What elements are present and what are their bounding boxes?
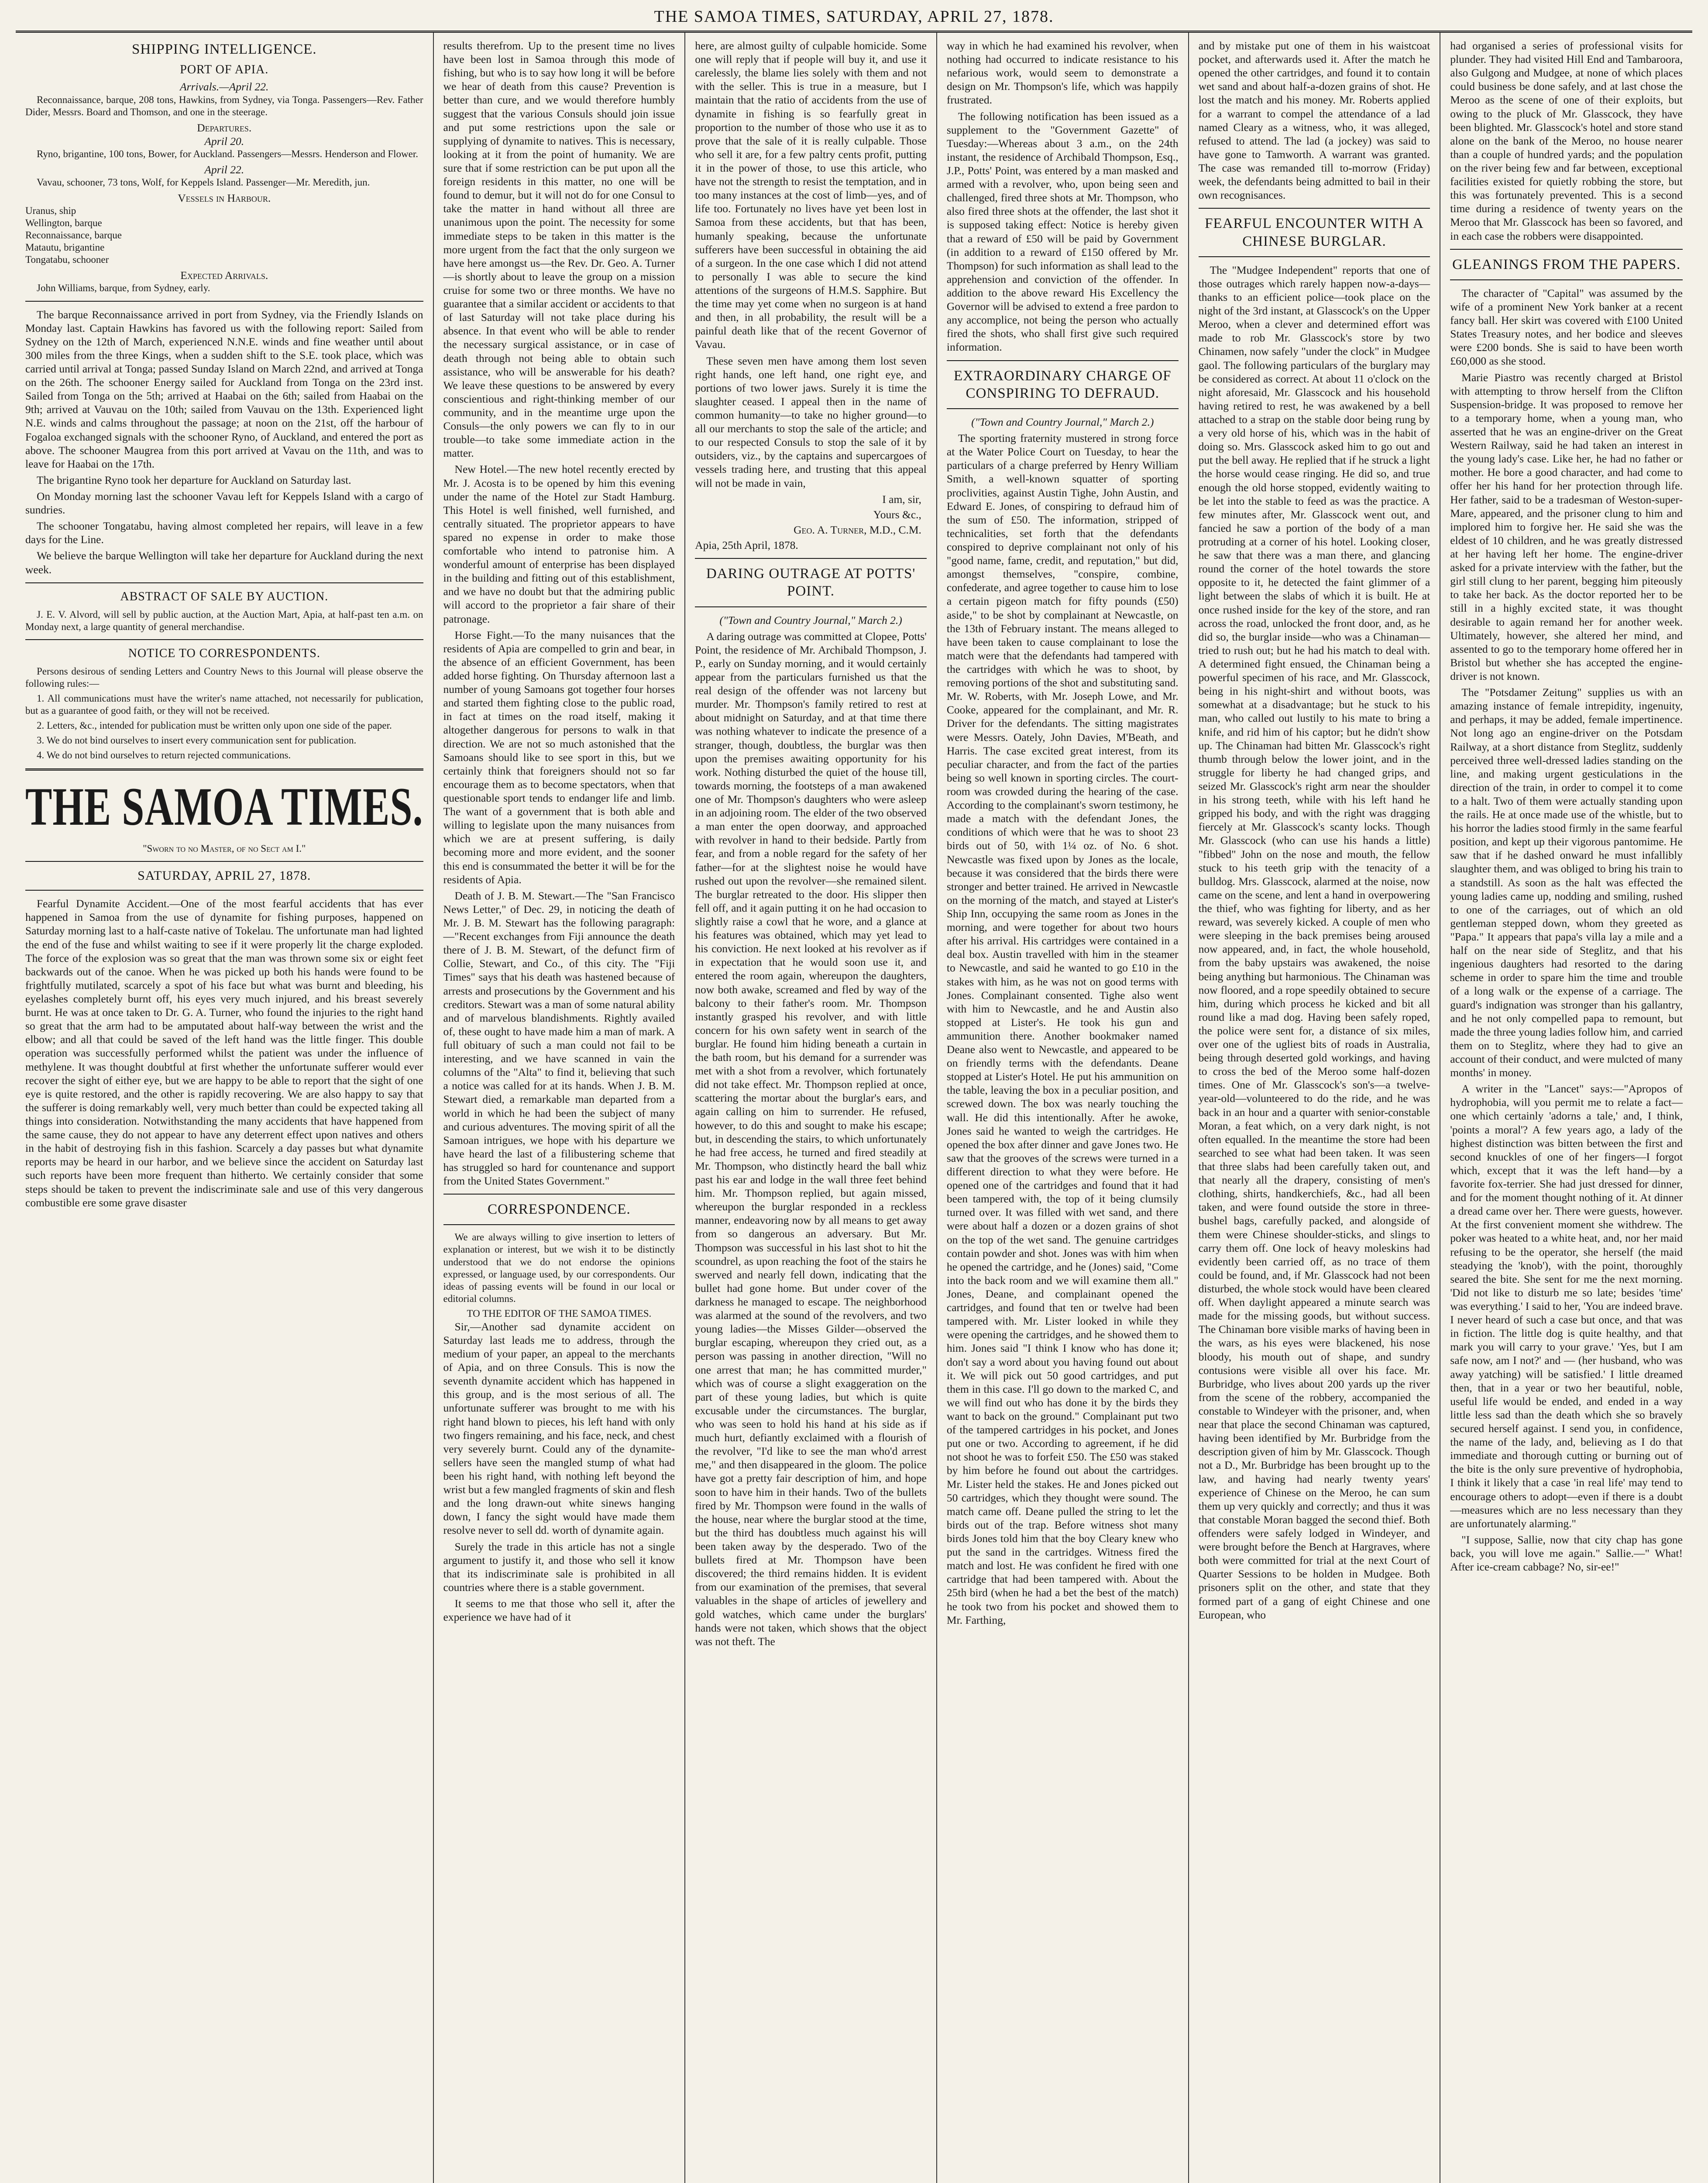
gleaning-item: A writer in the "Lancet" says:—"Apropos of hydrophobia, will you permit me to relate a fact—one which certainly 'adorns a tale,' and, I think, 'points a moral'? A few years ago, a lady of the highest distinction was bitten between the first and second knuckles of one of her fingers—I forgot which, except that it was the left hand—by a favorite fox-terrier. She had just dressed for dinner, and for the moment thought nothing of it. At dinner a dread came over her. There were guests, however. At the first convenient moment she withdrew. The poker was heated to a white heat, and, nor her maid refusing to be the operator, she herself (the maid steadying the 'knob'), with the point, thoroughly seared the bite. She sent for me the next morning. 'Did not like to disturb me so late; besides 'time' was everything.' I said to her, 'You are indeed brave. I never heard of such a case but once, and that was in fiction. The little dog is quite healthy, and that mark you will carry to your grave.' 'Yes, but I am safe now, am I not?' and — (her husband, who was away yatching) will be satisfied.' I little dreamed then, that in a year or two her beautiful, noble, useful life would be ended, and ended in a way little less sad than the death which she so bravely secured herself against. I send you, in confidence, the name of the lady, and, believing as I do that immediate and thorough cutting or burning out of the bite is the only sure preventive of hydrophobia, I think it likely that a case 'in real life' may tend to encourage others to adopt—even if there is a doubt—measures which are no less necessary than they are unfortunately alarming." [1450, 1082, 1683, 1530]
daring-credit: ("Town and Country Journal," March 2.) [719, 613, 902, 627]
chinese-burglar-heading: FEARFUL ENCOUNTER WITH A CHINESE BURGLAR. [1205, 216, 1424, 249]
divider [1450, 279, 1683, 280]
divider [25, 890, 423, 891]
divider [25, 582, 423, 583]
divider [1450, 249, 1683, 250]
signature-date: Apia, 25th April, 1878. [695, 538, 798, 551]
extraordinary-article: The sporting fraternity mustered in strong force at the Water Police Court on Tuesday, to hear the particulars of a charge preferred by Henry William Smith, a well-known squatter of sporting proclivities, against Austin Tighe, John Austin, and Edward E. Jones, of conspiring to defraud him of the sum of £50. The information, stripped of technicalities, set forth that the defendants conspired to deprive complainant not only of his "good name, fame, credit, and reputation," but did, amongst themselves, "conspire, combine, confederate, and agree together to cause him to lose a certain pigeon match for fifty pounds (£50) aside," to be shot by complainant at Newcastle, on the 13th of February instant. The means alleged to have been taken to cause complainant to lose the match were that the defendants had tampered with the cartridges with which he was to shoot, by removing portions of the shot and substituting sand. Mr. W. Roberts, with Mr. Joseph Lowe, and Mr. Cooke, appeared for the complainant, and Mr. R. Driver for the defendants. The sitting magistrates were Messrs. Oately, John Davies, M'Beath, and Harris. The case excited great interest, from its peculiar character, and from the fact of the parties being so well known in sporting circles. The court-room was crowded during the hearing of the case. According to the complainant's sworn testimony, he made a match with the defendant Jones, the conditions of which were that he was to shoot 23 birds out of 50, with 1¼ oz. of No. 6 shot. Newcastle was fixed upon by Jones as the locale, because it was considered that the birds there were stronger and better trained. He arrived in Newcastle on the morning of the match, and stayed at Lister's Ship Inn, occupying the same room as Jones in the morning, and were together for about two hours after his arrival. His cartridges were contained in a deal box. Austin travelled with him in the steamer to Newcastle, and said he wanted to go £10 in the stakes with him, as he was not on good terms with Jones. Complainant consented. Tighe also went with him to Newcastle, and he and Austin also stopped at Lister's. He took his gun and ammunition there. Another bookmaker named Deane also went to Newcastle, and appeared to be on friendly terms with the defendants. Deane stopped at Lister's Hotel. He put his ammunition on the table, leaving the box in a peculiar position, and screwed down. The box was nearly touching the wall. He did this intentionally. After he awoke, Jones said he wanted to weigh the cartridges. He opened the box after dinner and gave Jones two. He saw that the grooves of the screws were turned in a different direction to what they were before. He opened one of the cartridges and found that it had been tampered with, the top of it being clumsily turned over. It was filled with wet sand, and there were about half a dozen or a dozen grains of shot on the top of the wet sand. The genuine cartridges contain powder and shot. Jones was with him when he opened the cartridge, and he (Jones) said, "Come into the back room and we will examine them all." Jones, Deane, and complainant opened the cartridges, and found that ten or twelve had been tampered with. Mr. Lister looked in while they were opening the cartridges, and he showed them to him. Jones said "I think I know who has done it; don't say a word about you having found out about it. We will pick out 50 good cartridges, and put them in this case. I'll go down to the marked C, and we will find out who has done it by the birds they want to back on the ground." Complainant put two of the tampered cartridges in his pocket, and Jones put one or two. According to agreement, if he did not shoot he was to forfeit £50. The £50 was staked by him before he found out about the cartridges. Mr. Lister held the stakes. He and Jones picked out 50 cartridges, which they thought were sound. The match came off. Deane pulled the string to let the birds out of the trap. Before witness shot many birds Jones told him that the boy Cleary knew who put the sand in the cartridges. Witness fired the match and lost. He was confident he fired with one cartridge that had been tampered with. About the 25th bird (when he had a bet the best of the match) he took two from his pocket and showed them to Mr. Farthing, [946, 432, 1179, 1626]
shipping-paragraph: The schooner Tongatabu, having almost completed her repairs, will leave in a few days for the Line. [25, 520, 423, 546]
notice-intro: Persons desirous of sending Letters and Country News to this Journal will please observe the following rules:— [25, 666, 423, 689]
notice-rule: 2. Letters, &c., intended for publication must be written only upon one side of the paper. [37, 720, 392, 731]
dynamite-article-cont: results therefrom. Up to the present time no lives have been lost in Samoa through this mode of fishing, but who is to say how long it will be before we hear of death from this cause? Prevention is better than cure, and we would therefore humbly suggest that the various Consuls should join issue and put some restrictions upon the sale or supplying of dynamite to natives. This is necessary, looking at it from the point of humanity. We are sure that if some restriction can be put upon all the foreign residents in this matter, no one will be found to demur, but it will not do for one Consul to take the matter in hand without all three are unanimous upon the point. The necessity for some immediate steps to be taken in this matter is the more urgent from the fact that the only surgeon we have here amongst us—the Rev. Dr. Geo. A. Turner—is shortly about to leave the group on a mission cruise for some two or three months. We have no guarantee that a similar accident or accidents to that of last Saturday will not take place during his absence. In that event who will be able to render the necessary surgical assistance, or in case of death through not being able to obtain such assistance, who will be answerable for his death? We leave these questions to be answered by every conscientious and right-thinking member of our community, and in the meantime urge upon the Consuls—the only powers we can fly to in our trouble—to take some immediate action in the matter. [443, 39, 675, 460]
extraordinary-credit: ("Town and Country Journal," March 2.) [971, 416, 1154, 429]
daring-heading: DARING OUTRAGE AT POTTS' POINT. [706, 566, 916, 599]
harbour-vessel: Reconnaissance, barque [25, 230, 122, 241]
letter-paragraph: It seems to me that those who sell it, after the experience we have had of it [443, 1597, 675, 1624]
gleaning-item: The character of "Capital" was assumed by the wife of a prominent New York banker at a recent fancy ball. Her skirt was covered with £100 United States Treasury notes, and her bodice and sleeves were £200 bonds. She is said to have been worth £60,000 as she stood. [1450, 286, 1683, 368]
divider [1199, 208, 1430, 209]
signature-name: Geo. A. Turner, M.D., C.M. [794, 523, 921, 536]
divider [947, 408, 1179, 409]
dateline: SATURDAY, APRIL 27, 1878. [137, 868, 311, 883]
divider [25, 639, 423, 640]
departures-heading: Departures. [197, 121, 252, 134]
paper-title: THE SAMOA TIMES. [25, 776, 423, 837]
chinese-burglar-article: The "Mudgee Independent" reports that one of those outrages which rarely happen now-a-days—thanks to an efficient police—took place on the night of the 3rd instant, at Glasscock's on the Upper Meroo, when a clever and determined effort was made to rob Mr. Glasscock's store by two Chinamen, now safely "under the clock" in Mudgee gaol. The following particulars of the burglary may be considered as correct. At about 11 o'clock on the night aforesaid, Mr. Glasscock and his household having retired to rest, he was awakened by a bell attached to a strap on the stable door being rung by a very old horse of his, which was in the habit of doing so. Mrs. Glasscock asked him to go out and put the bell away. He replied that if he struck a light the horse would cease ringing. He did so, and true enough the old horse stopped, evidently waiting to be let into the stable to feed as was the practice. A few minutes after, Mr. Glasscock went out, and fancied he saw a portion of the body of a man protruding at a corner of his hotel. Looking closer, he saw that there was a man there, and glancing round the corner of the hotel towards the store opposite to it, he detected the faint glimmer of a light between the slabs of which it is built. He at once rushed inside for the key of the store, and ran across the road, unlocked the front door, and, as he did so, the burglar inside—who was a Chinaman—tried to rush out; but he had his match to deal with. A determined fight ensued, the Chinaman being a powerful specimen of his race, and Mr. Glasscock, being in his night-shirt and without boots, was somewhat at a disadvantage; but he stuck to his man, who called out lustily to his mate to bring a knife, and rid him of his captor; but he didn't show up. The Chinaman had bitten Mr. Glasscock's right thumb through below the lower joint, and in the struggle for liberty he had changed grips, and seized Mr. Glasscock's right arm near the shoulder in his strong teeth, while with his left hand he gripped his body, and with the right was dragging fiercely at Mr. Glasscock's scanty locks. Though Mr. Glasscock (who can use his hands a little) "fibbed" John on the nose and mouth, the fellow stuck to his teeth grip with the tenacity of a bulldog. Mrs. Glasscock, alarmed at the noise, now came on the scene, and lent a hand in overpowering the thief, who was fighting for liberty, and as her reward, was severely kicked. A couple of men who were sleeping in the back premises being aroused now appeared, and, in fact, the whole household, from the baby upstairs was awakened, the noise being anything but harmonious. The Chinaman was now floored, and a rope speedily obtained to secure him, during which process he kicked and bit all round like a mad dog. Having been safely roped, the police were sent for, a distance of six miles, over one of the ugliest bits of roads in Australia, being through deserted gold workings, and having to cross the bed of the Meroo some half-dozen times. One of Mr. Glasscock's son's—a twelve-year-old—volunteered to do the ride, and he was back in an hour and a quarter with senior-constable Moran, a feat which, on a very dark night, is not often equalled. In the meantime the store had been searched to see what had been taken. It was seen that three slabs had been carefully taken out, and that nearly all the drapery, consisting of men's clothing, shirts, handkerchiefs, &c., had all been taken, and were found outside the store in three-bushel bags, carefully packed, and alongside of them were Chinese shoulder-sticks, and slings to carry them off. One lock of heavy moleskins had evidently been carried off, as no trace of them could be found, and, if Mr. Glasscock had not been disturbed, the whole stock would have been cleared off. When daylight appeared a minute search was made for the missing goods, but without success. The Chinaman bore visible marks of having been in the wars, as his eyes were blackened, his nose bloody, his mouth out of shape, and sundry contusions were visible all over his face. Mr. Burbridge, who lives about 200 yards up the river from the scene of the robbery, accompanied the constable to Windeyer with the prisoner, and, when near that place the second Chinaman was captured, having been identified by Mr. Burbridge from the description given of him by Mr. Glasscock. Though not a D., Mr. Burbridge has been brought up to the law, and having had nearly twenty years' experience of Chinese on the Meroo, he can sum them up very quickly and correctly; and thus it was that constable Moran bagged the second thief. Both offenders were safely lodged in Windeyer, and were brought before the Bench at Hargraves, where both were committed for trial at the next Court of Quarter Sessions to be holden in Mudgee. Both prisoners split on the other, and state that they formed part of a gang of eight Chinese and one European, who [1198, 263, 1430, 1621]
shipping-paragraph: The brigantine Ryno took her departure for Auckland on Saturday last. [37, 473, 351, 486]
departure-date-2: April 22. [204, 163, 244, 176]
column-4 [937, 33, 1189, 2183]
column-1 [16, 33, 434, 2183]
signature-line: Yours &c., [873, 508, 921, 521]
notice-rule: 3. We do not bind ourselves to insert every communication sent for publication. [37, 735, 357, 746]
running-head: THE SAMOA TIMES, SATURDAY, APRIL 27, 1878. [16, 4, 1692, 33]
letter-paragraph: Sir,—Another sad dynamite accident on Saturday last leads me to address, through the medium of your paper, an appeal to the merchants of Apia, and on three Consuls. This is now the seventh dynamite accident which has happened in this group, and is the most serious of all. The unfortunate sufferer was brought to me with his right hand blown to pieces, his left hand with only two fingers remaining, and his face, neck, and chest very severely burnt. Could any of the dynamite-sellers have seen the mangled stump of what had been his right hand, with nothing left beyond the wrist but a few mangled fragments of skin and flesh and the long drawn-out white sinews hanging down, I fancy the sight would have made them resolve never to sell dd. worth of dynamite again. [443, 1320, 675, 1537]
gleaning-item: The "Potsdamer Zeitung" supplies us with an amazing instance of female intrepidity, ingenuity, and perhaps, it may be added, female impertinence. Not long ago an engine-driver on the Potsdam Railway, at a short distance from Steglitz, suddenly perceived three well-dressed ladies standing on the line, and making urgent gesticulations in the direction of the train, in order to compel it to come to a halt. Two of them were actually standing upon the rails. He at once made use of the whistle, but to his horror the ladies stood firmly in the same fearful position, and kept up their vigorous pantomime. He saw that if he dashed onward he must infallibly slaughter them, and was obliged to bring his train to a standstill. As soon as the halt was effected the young ladies came up, nodding and smiling, rushed to one of the carriages, out of which an old gentleman stepped down, whom they greeted as "Papa." It appears that papa's villa lay a mile and a half on the near side of Steglitz, and that his ingenious daughters had resorted to the daring scheme in order to spare him the time and trouble of a long walk or the expense of a carriage. The guard's indignation was stronger than his gallantry, and he not only compelled papa to remount, but made the three young ladies follow him, and carried them on to Steglitz, where they had to give an account of their conduct, and were mulcted of many months' in money. [1450, 686, 1683, 1079]
letter-cont: here, are almost guilty of culpable homicide. Some one will reply that if people will buy it, and use it carelessly, the blame lies solely with them and not with the seller. This is true in a measure, but I maintain that the ratio of accidents from the use of dynamite in fishing is so fearfully great in proportion to the number of those who use it as to prove that the sale of it is really culpable. Those who sell it are, for a few paltry cents profit, putting it in the power of those, to use this article, who have not the strength to resist the temptation, and in too many instances at the cost of limb—yes, and of life too. Fortunately no lives have yet been lost in Samoa from these accidents, but that has been, humanly speaking, because the unfortunate sufferers have been successful in obtaining the aid of a surgeon. In the one case which I did not attend to personally I was able to secure the kind attentions of the surgeons of H.M.S. Sapphire. But the time may yet come when no surgeon is at hand and then, in all probability, the result will be a painful death like that of the recent Governor of Vavau. [695, 39, 927, 351]
chinese-burglar-cont: had organised a series of professional visits for plunder. They had visited Hill End and Tambaroora, also Gulgong and Mudgee, at none of which places could business be done safely, and at last chose the Meroo as the scene of one of their exploits, but owing to the pluck of Mr. Glasscock, they have been blighted. Mr. Glasscock's hotel and store stand alone on the bank of the Meroo, no house nearer than a couple of hundred yards; and the population on the river being few and far between, exceptional facilities existed for quietly robbing the store, but this was fortunately prevented. This is a second time during a residence of twenty years on the Meroo that Mr. Glasscock has been so favored, and in each case the robbers were disappointed. [1450, 39, 1683, 242]
shipping-heading: SHIPPING INTELLIGENCE. [132, 41, 317, 57]
divider [25, 861, 423, 862]
notice-rule: 1. All communications must have the writer's name attached, not necessarily for publication, but as a guarantee of good faith, or they will not be received. [25, 693, 423, 716]
correspondence-note: We are always willing to give insertion to letters of explanation or interest, but we wish it to be distinctly understood that we do not endorse the opinions expressed, or language used, by our correspondents. Our ideas of passing events will be found in our local or editorial columns. [443, 1232, 675, 1304]
divider [443, 1224, 675, 1225]
gleanings-heading: GLEANINGS FROM THE PAPERS. [1452, 256, 1681, 272]
daring-article-cont: way in which he had examined his revolver, when nothing had occurred to indicate resistance to his nefarious work, would seem to demonstrate a design on Mr. Thompson's life, which was happily frustrated. [946, 39, 1179, 107]
shipping-paragraph: The barque Reconnaissance arrived in port from Sydney, via the Friendly Islands on Monday last. Captain Hawkins has favored us with the following report: Sailed from Sydney on the 12th of March, experienced N.N.E. winds and fine weather until about 300 miles from the three Kings, when a sudden shift to the S.E. took place, which was carried until arrival at Tonga; passed Sunday Island on March 22nd, and arrived at Tonga on the 26th. The schooner Energy sailed for Auckland from Tonga on the 23rd inst. Sailed from Tonga on the 5th; arrived at Haabai on the 6th; sailed from Haabai on the 9th; arrived at Vauvau on the 10th; sailed from Vauvau on the 13th. Experienced light N.E. winds and calms throughout the passage; at noon on the 21st, off the harbour of Fogaloa exchanged signals with the schooner Ryno, of Auckland, and entered the port as above. The schooner Maugrea from this port arrived at Vavau on the 11th, and was to leave for Haabai on the 17th. [25, 308, 423, 470]
to-editor: TO THE EDITOR OF THE SAMOA TIMES. [467, 1308, 652, 1319]
daring-article: A daring outrage was committed at Clopee, Potts' Point, the residence of Mr. Archibald Thompson, J. P., early on Sunday morning, and it would certainly appear from the particulars furnished us that the real design of the offender was not larceny but murder. Mr. Thompson's family retired to rest at about midnight on Saturday, and at that time there was nothing whatever to indicate the presence of a stranger, though, doubtless, the burglar was then upon the premises awaiting opportunity for his work. Nothing disturbed the quiet of the house till, towards morning, the footsteps of a man awakened one of Mr. Thompson's daughters who were asleep in an adjoining room. The elder of the two observed a man enter the open doorway, and approached with revolver in hand to their bedside. Partly from fear, and from a noble regard for the safety of her father—for at the slightest noise he would have rushed out upon the revolver—she remained silent. The burglar retreated to the door. His slipper then fell off, and it again putting it on he had occasion to slightly raise a cowl that he wore, and a glance at his features was obtained, which may yet lead to his conviction. He next looked at his revolver as if in expectation that he would soon use it, and entered the room again, whereupon the daughters, now both awake, screamed and fled by way of the balcony to their father's room. Mr. Thompson instantly grasped his revolver, and with little concern for his own safety went in search of the burglar. He found him hiding beneath a curtain in the bath room, but his demand for a surrender was met with a shot from a revolver, which fortunately did not take effect. Mr. Thompson replied at once, scattering the mortar about the burglar's ears, and again calling on him to surrender. He refused, however, to do this and sought to make his escape; but, in descending the stairs, to which unfortunately he had free access, he turned and fired steadily at Mr. Thompson, who distinctly heard the ball whiz past his ear and lodge in the wall three feet behind him. Mr. Thompson replied, but again missed, whereupon the burglar responded in a reckless manner, endeavoring now by all means to get away from so dangerous an adversary. But Mr. Thompson was successful in his last shot to hit the scoundrel, as upon reaching the foot of the stairs he swerved and nearly fell down, indicating that the bullet had gone home. But under cover of the darkness he managed to escape. The neighborhood was alarmed at the sound of the revolvers, and two young ladies—the Misses Gilder—observed the burglar escaping, whereupon they cried out, as a person was passing in another direction, "Will no one arrest that man; he has committed murder," which was of course a slight exaggeration on the part of these young ladies, but which is quite excusable under the circumstances. The burglar, who was seen to hold his hand at his side as if much hurt, defiantly exclaimed with a flourish of the revolver, "I'd like to see the man who'd arrest me," and then disappeared in the gloom. The police have got a pretty fair description of him, and hope soon to have him in their hands. Two of the bullets fired by Mr. Thompson were found in the walls of the house, near where the burglar stood at the time, but the third has doubtless much against his will been taken away by the desperado. Two of the bullets fired at Mr. Thompson have been discovered; the third remains hidden. It is evident from our examination of the premises, that several valuables in the shape of articles of jewellery and gold watches, which came under the burglars' hands were not taken, which shows that the object was not theft. The [695, 630, 927, 1648]
shipping-paragraph: We believe the barque Wellington will take her departure for Auckland during the next week. [25, 549, 423, 576]
harbour-vessel: Wellington, barque [25, 217, 102, 229]
expected-heading: Expected Arrivals. [180, 269, 268, 282]
arrivals-heading: Arrivals.—April 22. [180, 80, 269, 93]
dynamite-article: Fearful Dynamite Accident.—One of the most fearful accidents that has ever happened in Samoa from the use of dynamite for fishing purposes, happened on Saturday morning last to a half-caste native of Tokelau. The unfortunate man had lighted the end of the fuse and whilst waiting to see if it were properly lit the charge exploded. The force of the explosion was so great that the man was thrown some six or eight feet backwards out of the canoe. When he was picked up both his hands were found to be frightfully mutilated, scarcely a spot of his face but what was burnt and bleeding, his eyelashes completely burnt off, his eyes very much injured, and his breast severely burnt. He was at once taken to Dr. G. A. Turner, who found the injuries to the right hand so great that the arm had to be amputated about half-way between the wrist and the elbow; and all that could be saved of the left hand was the little finger. This double operation was successfully performed whilst the patient was under the influence of methylene. It was thought doubtful at first whether the unfortunate sufferer would ever recover the sight of either eye, but we are happy to be able to report that the sight of one eye is quite restored, and the other is rapidly recovering. We are also happy to say that the sufferer is doing remarkably well, very much better than could be expected taking all things into consideration. Notwithstanding the many accidents that have happened from the same cause, they do not appear to have any deterrent effect upon natives and others in the habit of destroying fish in this fashion. Scarcely a day passes but what dynamite reports may be heard in our harbor, and we believe since the accident on Saturday last such reports have been more frequent than hitherto. We certainly consider that some steps should be taken to prevent the indiscriminate sale and use of this very dangerous combustible ere some grave disaster [25, 897, 423, 1209]
departure-text-1: Ryno, brigantine, 100 tons, Bower, for Auckland. Passengers—Messrs. Henderson and Flower. [37, 148, 418, 159]
extraordinary-heading: EXTRAORDINARY CHARGE OF CONSPIRING TO DEFRAUD. [954, 368, 1172, 401]
harbour-vessel: Uranus, ship [25, 205, 76, 217]
column-grid [16, 33, 1692, 2183]
notice-heading: NOTICE TO CORRESPONDENTS. [128, 646, 320, 660]
expected-text: John Williams, barque, from Sydney, early. [37, 282, 210, 294]
notice-rule: 4. We do not bind ourselves to return rejected communications. [37, 750, 291, 761]
horse-fight-article: Horse Fight.—To the many nuisances that the residents of Apia are compelled to grin and bear, in the absence of an efficient Government, has been added horse fighting. On Thursday afternoon last a number of young Samoans got together four horses and started them fighting close to the public road, in fact at times on the road itself, making it altogether dangerous for persons to walk in that direction. We are not so much astonished that the Samoans should like to see sport in this, but we certainly think that foreigners should not so far encourage them as to become spectators, when that questionable sport tends to endanger life and limb. The want of a government that is both able and willing to legislate upon the many nuisances from which we are at present suffering, is daily becoming more and more evident, and the sooner this end is consummated the better it will be for the residents of Apia. [443, 628, 675, 886]
paper-motto: "Sworn to no Master, of no Sect am I." [143, 843, 306, 854]
arrivals-text: Reconnaissance, barque, 208 tons, Hawkins, from Sydney, via Tonga. Passengers—Rev. Father Dider, Messrs. Board and Thomson, and one in the steerage. [25, 94, 423, 117]
abstract-text: J. E. V. Alvord, will sell by public auction, at the Auction Mart, Apia, at half-past ten a.m. on Monday next, a large quantity of general merchandise. [25, 609, 423, 632]
gleaning-item: Marie Piastro was recently charged at Bristol with attempting to throw herself from the Clifton Suspension-bridge. It was proposed to remove her to a temporary home, when a young man, who asserted that he was an engine-driver on the Great Western Railway, said he had taken an interest in the young lady's case. Like her, he had no father or mother. He bore a good character, and had come to offer her his hand for her protection through life. Her father, said to be a tradesman of Weston-super-Mare, appeared, and the prisoner clung to him and implored him to forgive her. He said she was the eldest of 10 children, and he was greatly distressed at her having left her home. The engine-driver asked for a private interview with the father, but the girl still clung to her parent, begging him piteously to take her back. As the doctor reported her to be still in a highly excited state, it was thought desirable to again remand her for another week. Ultimately, however, she altered her mind, and assented to go to the temporary home offered her in Bristol but whether she has accepted the engine-driver is not known. [1450, 371, 1683, 682]
harbour-heading: Vessels in Harbour. [178, 192, 271, 205]
harbour-vessel: Matautu, brigantine [25, 242, 105, 253]
double-divider [25, 768, 423, 771]
divider [695, 606, 927, 607]
signature-line: I am, sir, [882, 492, 921, 506]
extraordinary-article-cont: and by mistake put one of them in his waistcoat pocket, and afterwards used it. After the match he opened the other cartridges, and found it to contain wet sand and about half-a-dozen grains of shot. He lost the match and his money. Mr. Roberts applied for a warrant to compel the attendance of a lad named Cleary as a witness, who, it was alleged, refused to attend. The lad (a jockey) was said to have gone to Tamworth. A warrant was granted. The case was remanded till to-morrow (Friday) week, the defendants being admitted to bail in their own recognisances. [1198, 39, 1430, 202]
departure-text-2: Vavau, schooner, 73 tons, Wolf, for Keppels Island. Passenger—Mr. Meredith, jun. [37, 176, 370, 188]
column-6 [1440, 33, 1692, 2183]
divider [695, 558, 927, 559]
divider [947, 360, 1179, 361]
harbour-vessel: Tongatabu, schooner [25, 254, 109, 265]
column-3 [685, 33, 937, 2183]
column-2 [434, 33, 686, 2183]
divider [1199, 256, 1430, 257]
letter-paragraph: Surely the trade in this article has not a single argument to justify it, and those who sell it know that its indiscriminate sale is prohibited in all countries where there is a stable government. [443, 1540, 675, 1594]
shipping-paragraph: On Monday morning last the schooner Vavau left for Keppels Island with a cargo of sundries. [25, 489, 423, 516]
departure-date-1: April 20. [204, 134, 244, 148]
divider [443, 1194, 675, 1195]
column-5 [1189, 33, 1441, 2183]
letter-paragraph: These seven men have among them lost seven right hands, one left hand, one right eye, and portions of two lower jaws. Surely it is time the slaughter ceased. I appeal then in the name of common humanity—to take no higher ground—to all our merchants to stop the sale of the article; and to our respected Consuls to stop the sale of it by outsiders, viz., by the captains and supercargoes of vessels trading here, and trusting that this appeal will not be made in vain, [695, 354, 927, 489]
death-article: Death of J. B. M. Stewart.—The "San Francisco News Letter," of Dec. 29, in noticing the death of Mr. J. B. M. Stewart has the following paragraph:—"Recent exchanges from Fiji announce the death there of J. B. M. Stewart, of the defunct firm of Collie, Stewart, and Co., of this city. The "Fiji Times" says that his death was hastened because of arrests and prosecutions by the Government and his creditors. Stewart was a man of some natural ability and of marvelous blandishments. Rightly availed of, these ought to have made him a man of mark. A full obituary of such a man could not fail to be interesting, and we have scanned in vain the columns of the "Alta" to find it, believing that such a notice was called for at its hands. When J. B. M. Stewart died, a remarkable man departed from a world in which he had been the subject of many and curious adventures. The moving spirit of all the Samoan intrigues, we hope with his departure we have heard the last of a filibustering scheme that has struggled so hard for countenance and support from the United States Government." [443, 889, 675, 1188]
divider [25, 301, 423, 302]
gleaning-item: "I suppose, Sallie, now that city chap has gone back, you will love me again." Sallie.—" What! After ice-cream cabbage? No, sir-ee!" [1450, 1533, 1683, 1574]
hotel-article: New Hotel.—The new hotel recently erected by Mr. J. Acosta is to be opened by him this evening under the name of the Hotel zur Stadt Hamburg. This Hotel is well finished, well furnished, and centrally situated. The proprietor appears to have spared no expense in order to make those comfortable who intend to patronise him. A wonderful amount of enterprise has been displayed in the building and fitting out of this establishment, and we have no doubt but that the admiring public will accord to the proprietor a fair share of their patronage. [443, 463, 675, 625]
abstract-heading: ABSTRACT OF SALE BY AUCTION. [120, 589, 329, 603]
gazette-notice: The following notification has been issued as a supplement to the "Government Gazette" of Tuesday:—Whereas about 3 a.m., on the 24th instant, the residence of Archibald Thompson, Esq., J.P., Potts' Point, was entered by a man masked and armed with a revolver, who, upon being seen and challenged, fired three shots at Mr. Thompson, who also fired three shots at the offender, the last shot it is supposed taking effect: Notice is hereby given that a reward of £50 will be paid by Government (in addition to a reward of £150 offered by Mr. Thompson) for such information as shall lead to the apprehension and conviction of the offender. In addition to the above reward His Excellency the Governor will be advised to extend a free pardon to any accomplice, not being the person who actually fired the shots, who shall first give such required information. [946, 110, 1179, 354]
correspondence-heading: CORRESPONDENCE. [488, 1202, 631, 1218]
port-heading: PORT OF APIA. [180, 63, 269, 77]
